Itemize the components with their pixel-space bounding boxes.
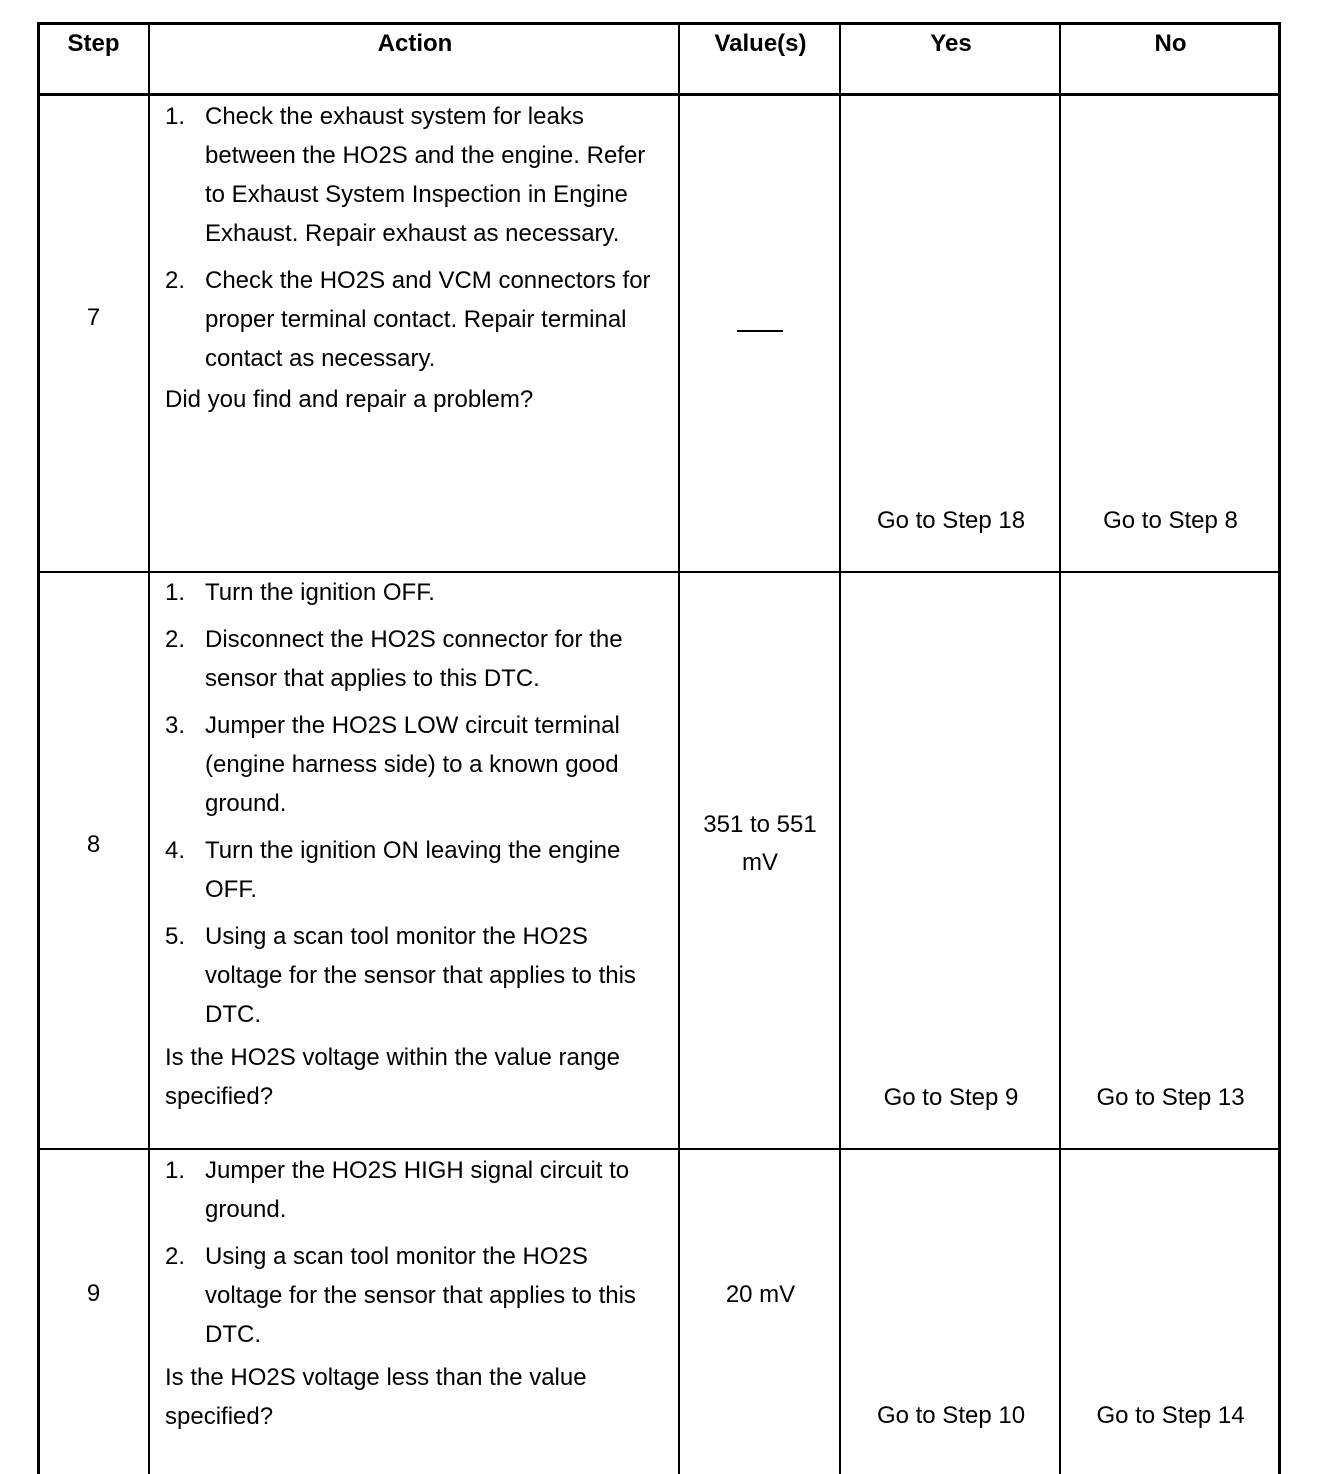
col-divider-action <box>678 22 680 1474</box>
yes-result: Go to Step 18 <box>876 507 1026 534</box>
step-number: 8 <box>86 831 101 858</box>
action-cell <box>165 573 671 1116</box>
action-item: 5. Using a scan tool monitor the HO2S voltage for the sensor that applies to this DTC. <box>165 923 636 1028</box>
header-bottom-border <box>37 93 1281 96</box>
row-8-bottom-border <box>37 1148 1281 1150</box>
header-yes: Yes <box>930 30 972 57</box>
action-item: 3. Jumper the HO2S LOW circuit terminal (engine harness side) to a known good ground. <box>165 712 620 817</box>
header-action: Action <box>377 30 453 57</box>
table-left-border <box>37 22 40 1474</box>
yes-result: Go to Step 10 <box>876 1402 1026 1429</box>
no-result: Go to Step 13 <box>1096 1084 1245 1111</box>
action-item: 2. Using a scan tool monitor the HO2S voltage for the sensor that applies to this DTC. <box>165 1243 636 1348</box>
value-cell: 20 mV <box>725 1281 796 1308</box>
yes-result: Go to Step 9 <box>883 1084 1019 1111</box>
table-top-border <box>37 22 1281 25</box>
step-number: 7 <box>86 304 101 331</box>
no-result: Go to Step 14 <box>1096 1402 1245 1429</box>
action-item: 1. Check the exhaust system for leaks between the HO2S and the engine. Refer to Exhaust System Inspection in Engine Exhaust. Repair exhaust as necessary. <box>165 103 646 247</box>
col-divider-step <box>148 22 150 1474</box>
action-item: 2. Disconnect the HO2S connector for the sensor that applies to this DTC. <box>165 626 623 692</box>
action-item: 1. Turn the ignition OFF. <box>165 579 435 606</box>
header-step: Step <box>67 30 120 57</box>
value-cell: 351 to 551 mV <box>703 811 817 876</box>
col-divider-values <box>839 22 841 1474</box>
no-result: Go to Step 8 <box>1103 507 1238 534</box>
action-item: 1. Jumper the HO2S HIGH signal circuit to ground. <box>165 1157 630 1223</box>
action-cell <box>165 97 671 419</box>
diagnostic-table <box>37 22 1281 1474</box>
action-question: Is the HO2S voltage less than the value specified? <box>165 1364 587 1430</box>
action-item: 4. Turn the ignition ON leaving the engine OFF. <box>165 837 621 903</box>
header-no: No <box>1154 30 1187 57</box>
action-question: Did you find and repair a problem? <box>165 386 534 413</box>
step-number: 9 <box>86 1280 101 1307</box>
action-question: Is the HO2S voltage within the value range specified? <box>165 1044 620 1110</box>
action-item: 2. Check the HO2S and VCM connectors for proper terminal contact. Repair terminal contact as necessary. <box>165 267 651 372</box>
table-right-border <box>1278 22 1281 1474</box>
action-cell <box>165 1151 671 1436</box>
header-values: Value(s) <box>714 30 807 57</box>
no-value-dash <box>737 330 783 332</box>
col-divider-yes <box>1059 22 1061 1474</box>
